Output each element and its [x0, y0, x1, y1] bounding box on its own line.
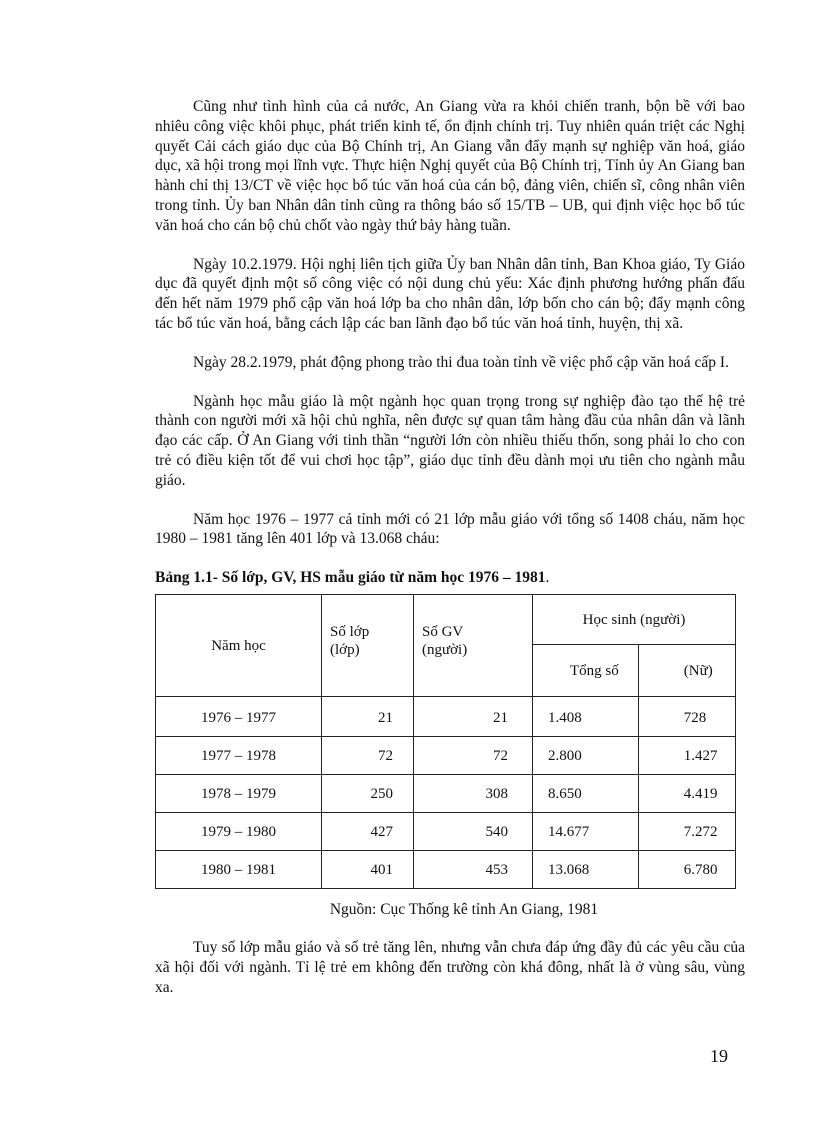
paragraph-3: Ngày 28.2.1979, phát động phong trào thi đua toàn tỉnh về việc phổ cập văn hoá cấp I.: [193, 353, 729, 371]
table-source: Nguồn: Cục Thống kê tỉnh An Giang, 1981: [329, 901, 599, 919]
cell-year: 1980 – 1981: [156, 851, 322, 889]
cell-year: 1977 – 1978: [156, 737, 322, 775]
header-teachers-line1: Số GV: [422, 624, 464, 641]
table-row: [156, 775, 736, 813]
paragraph-2: Ngày 10.2.1979. Hội nghị liên tịch giữa Ủy ban Nhân dân tỉnh, Ban Khoa giáo, Ty Giáo dục đã quyết định một số công việc có nội dung chủ yếu: Xác định phương hướng phấn đấu đến hết năm 1979 phổ cập văn hoá lớp ba cho nhân dân, lớp bốn cho cán bộ; đẩy mạnh công tác bổ túc văn hoá, bằng cách lập các ban lãnh đạo bổ túc văn hoá tỉnh, huyện, thị xã.: [155, 255, 745, 332]
cell-total: 8.650: [533, 775, 639, 813]
cell-year: 1976 – 1977: [156, 697, 322, 737]
header-year: Năm học: [156, 595, 322, 697]
page-number: 19: [710, 1046, 728, 1066]
cell-female: 7.272: [638, 813, 735, 851]
cell-teachers: 308: [414, 775, 533, 813]
cell-year: 1979 – 1980: [156, 813, 322, 851]
cell-classes: 401: [322, 851, 414, 889]
paragraph-5: Năm học 1976 – 1977 cả tỉnh mới có 21 lớp mẫu giáo với tổng số 1408 cháu, năm học 1980 – 1981 tăng lên 401 lớp và 13.068 cháu:: [155, 510, 745, 548]
table-row: [156, 697, 736, 737]
cell-teachers: 21: [414, 697, 533, 737]
table-caption-text: Bảng 1.1- Số lớp, GV, HS mẫu giáo từ năm học 1976 – 1981: [155, 569, 546, 587]
cell-total: 14.677: [533, 813, 639, 851]
cell-total: 13.068: [533, 851, 639, 889]
cell-classes: 72: [322, 737, 414, 775]
header-classes-line1: Số lớp: [330, 624, 370, 641]
kindergarten-table: [155, 594, 736, 889]
table-row: [156, 851, 736, 889]
header-female: (Nữ): [638, 645, 735, 697]
header-classes-line2: (lớp): [330, 642, 360, 659]
cell-female: 728: [638, 697, 735, 737]
table-caption: [155, 568, 745, 588]
cell-female: 6.780: [638, 851, 735, 889]
cell-total: 1.408: [533, 697, 639, 737]
header-classes: [322, 595, 414, 697]
header-students: Học sinh (người): [533, 595, 736, 645]
cell-total: 2.800: [533, 737, 639, 775]
table-caption-period: .: [545, 569, 550, 587]
header-total: Tổng số: [533, 645, 639, 697]
cell-female: 4.419: [638, 775, 735, 813]
closing-paragraph: Tuy số lớp mẫu giáo và số trẻ tăng lên, nhưng vẫn chưa đáp ứng đầy đủ các yêu cầu của xã hội đối với ngành. Tỉ lệ trẻ em không đến trường còn khá đông, nhất là ở vùng sâu, vùng xa.: [155, 939, 745, 996]
cell-teachers: 453: [414, 851, 533, 889]
cell-classes: 250: [322, 775, 414, 813]
header-teachers: [414, 595, 533, 697]
cell-classes: 427: [322, 813, 414, 851]
cell-female: 1.427: [638, 737, 735, 775]
table-row: [156, 813, 736, 851]
paragraph-4: Ngành học mẫu giáo là một ngành học quan trọng trong sự nghiệp đào tạo thế hệ trẻ thành con người mới xã hội chủ nghĩa, nên được sự quan tâm hàng đầu của nhân dân và lãnh đạo các cấp. Ở An Giang với tinh thần “người lớn còn nhiều thiếu thốn, song phải lo cho con trẻ có điều kiện tốt để vui chơi học tập”, giáo dục tỉnh đều dành mọi ưu tiên cho ngành mẫu giáo.: [155, 392, 745, 489]
document-page: [155, 97, 745, 998]
cell-teachers: 540: [414, 813, 533, 851]
cell-year: 1978 – 1979: [156, 775, 322, 813]
paragraph-1: Cũng như tình hình của cả nước, An Giang vừa ra khỏi chiến tranh, bộn bề với bao nhiêu công việc khôi phục, phát triển kinh tế, ổn định chính trị. Tuy nhiên quán triệt các Nghị quyết Cải cách giáo dục của Bộ Chính trị, An Giang vẫn đẩy mạnh sự nghiệp văn hoá, giáo dục, xã hội trong mọi lĩnh vực. Thực hiện Nghị quyết của Bộ Chính trị, Tỉnh ủy An Giang ban hành chỉ thị 13/CT về việc học bổ túc văn hoá của cán bộ, đảng viên, chiến sĩ, công nhân viên trong tỉnh. Ủy ban Nhân dân tỉnh cũng ra thông báo số 15/TB – UB, qui định việc học bổ túc văn hoá cho cán bộ chủ chốt vào ngày thứ bảy hàng tuần.: [155, 98, 745, 234]
header-teachers-line2: (người): [422, 642, 468, 659]
table-row: [156, 737, 736, 775]
cell-classes: 21: [322, 697, 414, 737]
cell-teachers: 72: [414, 737, 533, 775]
